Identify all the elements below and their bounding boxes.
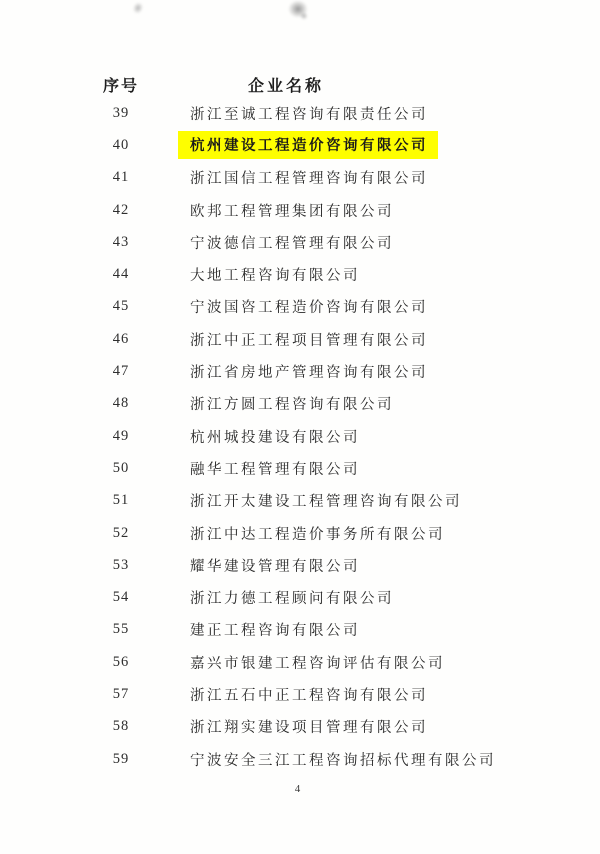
row-index: 45 xyxy=(112,298,130,315)
table-row xyxy=(0,581,600,613)
row-index: 51 xyxy=(112,492,130,509)
row-index: 46 xyxy=(112,330,130,347)
company-name: 浙江开太建设工程管理咨询有限公司 xyxy=(190,494,462,511)
company-name: 浙江五石中正工程咨询有限公司 xyxy=(190,687,428,704)
company-name: 浙江至诚工程咨询有限责任公司 xyxy=(190,106,428,123)
company-name: 大地工程咨询有限公司 xyxy=(190,268,360,285)
company-name: 宁波安全三江工程咨询招标代理有限公司 xyxy=(190,752,496,769)
row-index: 52 xyxy=(112,524,130,541)
table-row xyxy=(0,194,600,226)
table-header-row xyxy=(0,71,600,97)
row-index: 59 xyxy=(112,750,130,767)
row-index: 58 xyxy=(112,718,130,735)
row-index: 41 xyxy=(112,169,130,186)
company-table xyxy=(0,71,600,775)
company-name: 浙江力德工程顾问有限公司 xyxy=(190,591,394,608)
table-row xyxy=(0,388,600,420)
scan-smudge xyxy=(131,0,145,15)
company-name: 杭州建设工程造价咨询有限公司 xyxy=(178,131,438,159)
table-row xyxy=(0,711,600,743)
row-index: 44 xyxy=(112,266,130,283)
table-row xyxy=(0,678,600,710)
company-name: 欧邦工程管理集团有限公司 xyxy=(190,203,394,220)
company-name: 嘉兴市银建工程咨询评估有限公司 xyxy=(190,655,445,672)
row-index: 48 xyxy=(112,395,130,412)
header-index: 序号 xyxy=(102,77,139,95)
row-index: 49 xyxy=(112,427,130,444)
company-name: 杭州城投建设有限公司 xyxy=(190,429,360,446)
table-row xyxy=(0,646,600,678)
table-row-highlighted xyxy=(0,129,600,161)
table-row xyxy=(0,517,600,549)
company-name: 浙江翔实建设项目管理有限公司 xyxy=(190,720,428,737)
row-index: 50 xyxy=(112,459,130,476)
table-row xyxy=(0,549,600,581)
company-name: 浙江方圆工程咨询有限公司 xyxy=(190,397,394,414)
table-row xyxy=(0,452,600,484)
header-company-name: 企业名称 xyxy=(248,77,325,95)
table-row xyxy=(0,355,600,387)
table-row xyxy=(0,291,600,323)
table-row xyxy=(0,226,600,258)
table-row xyxy=(0,743,600,775)
page-number: 4 xyxy=(294,783,301,795)
row-index: 55 xyxy=(112,621,130,638)
company-name: 宁波德信工程管理有限公司 xyxy=(190,235,394,252)
company-name: 耀华建设管理有限公司 xyxy=(190,558,360,575)
row-index: 39 xyxy=(112,104,130,121)
table-row xyxy=(0,485,600,517)
scan-smudge xyxy=(288,0,308,18)
table-row xyxy=(0,97,600,129)
row-index: 56 xyxy=(112,653,130,670)
company-name: 浙江国信工程管理咨询有限公司 xyxy=(190,171,428,188)
table-row xyxy=(0,614,600,646)
row-index: 53 xyxy=(112,556,130,573)
table-row xyxy=(0,162,600,194)
table-row xyxy=(0,258,600,290)
company-name: 宁波国咨工程造价咨询有限公司 xyxy=(190,300,428,317)
row-index: 57 xyxy=(112,685,130,702)
row-index: 43 xyxy=(112,233,130,250)
row-index: 40 xyxy=(112,136,130,153)
table-row xyxy=(0,323,600,355)
company-name: 建正工程咨询有限公司 xyxy=(190,623,360,640)
company-name: 浙江中正工程项目管理有限公司 xyxy=(190,332,428,349)
company-name: 浙江省房地产管理咨询有限公司 xyxy=(190,365,428,382)
row-index: 47 xyxy=(112,363,130,380)
table-row xyxy=(0,420,600,452)
row-index: 54 xyxy=(112,589,130,606)
company-name: 浙江中达工程造价事务所有限公司 xyxy=(190,526,445,543)
company-name: 融华工程管理有限公司 xyxy=(190,461,360,478)
row-index: 42 xyxy=(112,201,130,218)
scan-smudge xyxy=(300,12,308,20)
